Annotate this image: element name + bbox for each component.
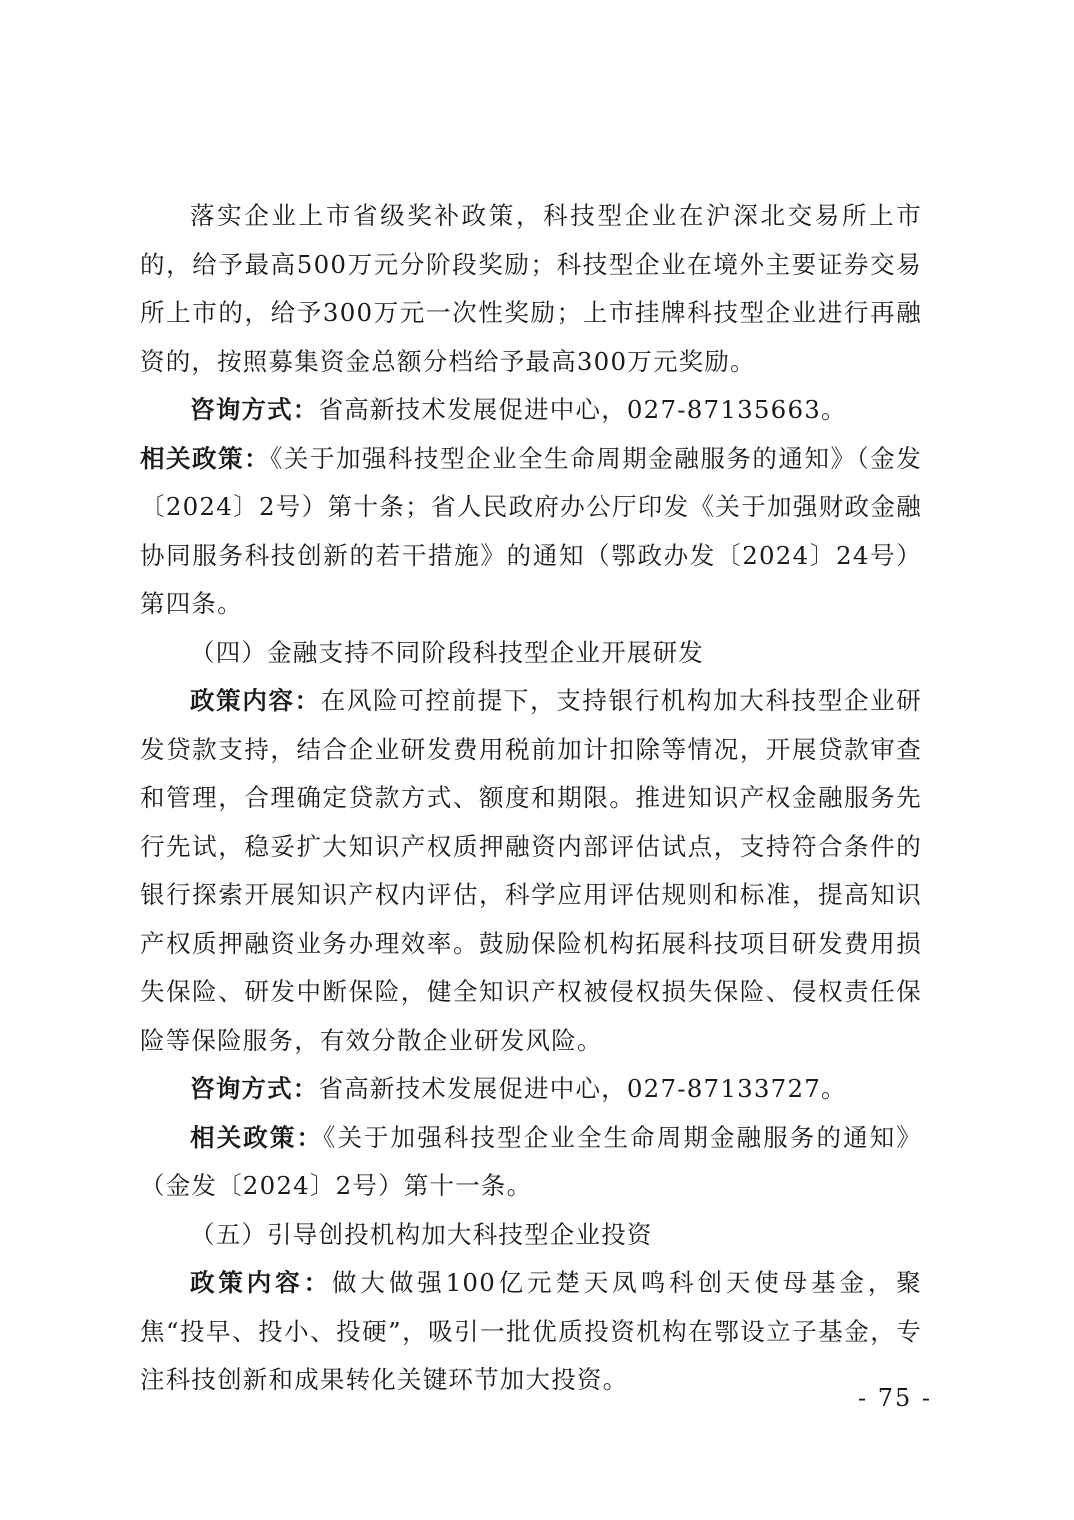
paragraph-text: 落实企业上市省级奖补政策，科技型企业在沪深北交易所上市的，给予最高500万元分阶段奖励；科技型企业在境外主要证券交易所上市的，给予300万元一次性奖励；上市挂牌科技型企业进行再融资的，按照募集资金总额分档给予最高300万元奖励。 xyxy=(140,201,922,376)
related-policy-text: 《关于加强科技型企业全生命周期金融服务的通知》（金发〔2024〕2号）第十条；省人民政府办公厅印发《关于加强财政金融协同服务科技创新的若干措施》的通知（鄂政办发〔2024〕24号）第四条。 xyxy=(140,443,923,618)
related-policy-text: 《关于加强科技型企业全生命周期金融服务的通知》（金发〔2024〕2号）第十一条。 xyxy=(140,1122,923,1200)
paragraph-related-policy-1 xyxy=(140,435,922,629)
paragraph-policy-content-5 xyxy=(140,1259,922,1405)
related-policy-label: 相关政策： xyxy=(190,1122,324,1152)
related-policy-label: 相关政策： xyxy=(140,443,271,473)
policy-content-text: 在风险可控前提下，支持银行机构加大科技型企业研发贷款支持，结合企业研发费用税前加计扣除等情况，开展贷款审查和管理，合理确定贷款方式、额度和期限。推进知识产权金融服务先行先试，稳妥扩大知识产权质押融资内部评估试点，支持符合条件的银行探索开展知识产权内评估，科学应用评估规则和标准，提高知识产权质押融资业务办理效率。鼓励保险机构拓展科技项目研发费用损失保险、研发中断保险，健全知识产权被侵权损失保险、侵权责任保险等保险服务，有效分散企业研发风险。 xyxy=(140,686,922,1055)
section-heading-text: （四）金融支持不同阶段科技型企业开展研发 xyxy=(190,637,704,667)
section-heading-4 xyxy=(140,629,922,678)
section-heading-text: （五）引导创投机构加大科技型企业投资 xyxy=(190,1219,653,1249)
paragraph-related-policy-2 xyxy=(140,1114,922,1211)
paragraph-consultation-2 xyxy=(140,1065,922,1114)
paragraph-policy-content-4 xyxy=(140,677,922,1065)
section-heading-5 xyxy=(140,1211,922,1260)
policy-content-label: 政策内容： xyxy=(190,686,321,715)
policy-content-label: 政策内容： xyxy=(190,1268,333,1297)
paragraph-consultation-1 xyxy=(140,386,922,435)
consultation-label: 咨询方式： xyxy=(190,395,319,424)
consultation-text: 省高新技术发展促进中心，027-87133727。 xyxy=(318,1074,847,1103)
consultation-text: 省高新技术发展促进中心，027-87135663。 xyxy=(318,395,847,424)
consultation-label: 咨询方式： xyxy=(190,1074,319,1103)
page-number: - 75 - xyxy=(858,1384,933,1412)
paragraph-listing-rewards xyxy=(140,192,922,386)
document-body xyxy=(140,192,922,1405)
policy-content-text: 做大做强100亿元楚天凤鸣科创天使母基金，聚焦“投早、投小、投硬”，吸引一批优质投资机构在鄂设立子基金，专注科技创新和成果转化关键环节加大投资。 xyxy=(140,1268,922,1394)
